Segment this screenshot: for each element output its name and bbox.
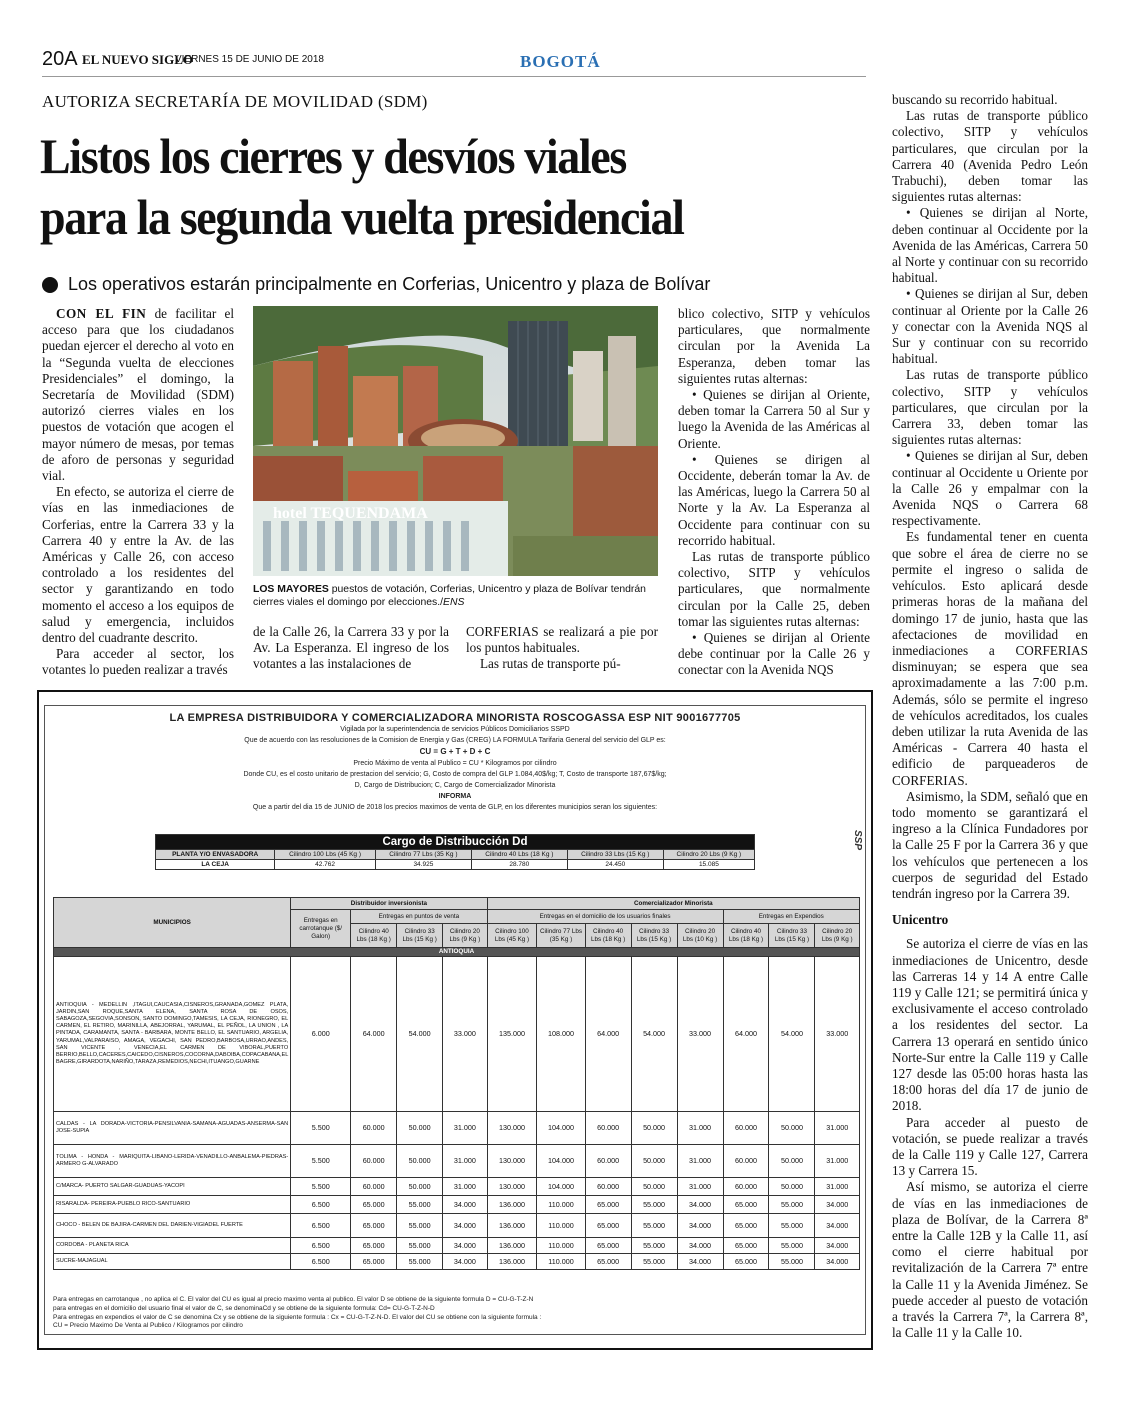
article-subhead (42, 274, 710, 295)
price-cell: 60.000 (723, 1145, 769, 1178)
table-header: MUNICIPIOS (54, 898, 291, 948)
paragraph: de facilitar el acceso para que los ciudadanos puedan ejercer el derecho al voto en la “Segunda vuelta de elecciones Presidenciales” el domingo, la Secretaría de Movilidad (SDM) autorizó cierres viales en los puestos de votación que acogen el mayor número de mesas, por temas de aforo de personas y seguridad vial. (42, 306, 234, 484)
price-cell: 50.000 (397, 1178, 443, 1196)
price-cell: 60.000 (351, 1112, 397, 1145)
price-cell: 50.000 (631, 1112, 677, 1145)
price-cell: 31.000 (815, 1178, 860, 1196)
ad-title: LA EMPRESA DISTRIBUIDORA Y COMERCIALIZADORA MINORISTA ROSCOGASSA ESP NIT 9001677705 (169, 712, 741, 724)
paragraph: • Quienes se dirijan al Sur, deben continuar al Oriente por la Calle 26 y conectar con la Avenida NQS al Sur y continuar con su recorrido habitual. (892, 286, 1088, 367)
price-cell: 31.000 (677, 1112, 723, 1145)
price-cell: 55.000 (631, 1214, 677, 1238)
price-cell: 65.000 (585, 1254, 631, 1270)
table-header: Entregas en puntos de venta (351, 910, 487, 924)
table-row (54, 1196, 860, 1214)
table-row (54, 1238, 860, 1254)
price-cell: 34.000 (815, 1238, 860, 1254)
table-row (54, 1214, 860, 1238)
table-header: Cilindro 100 Lbs (45 Kg ) (275, 850, 376, 860)
article-column-2 (253, 624, 449, 673)
price-cell: 136.000 (487, 1214, 537, 1238)
price-cell: 50.000 (769, 1145, 815, 1178)
price-cell: 108.000 (537, 957, 585, 1112)
paragraph: En efecto, se autoriza el cierre de vías en las inmediaciones de Corferias, entre la Carrera 33 y la Carrera 40 y entre la Av. de las Américas y Calle 26, con acceso controlado a los residentes del sector y garantizando en todo momento el acceso a los equipos de salud y emergencia, incluidos dentro del cuadrante descrito. (42, 484, 234, 646)
sspd-logo-text: SSP (852, 830, 863, 851)
table-header: PLANTA Y/O ENVASADORA (156, 850, 275, 860)
price-cell: 110.000 (537, 1214, 585, 1238)
price-cell: 55.000 (631, 1238, 677, 1254)
price-cell: 65.000 (585, 1238, 631, 1254)
city-skyline-image (253, 306, 658, 576)
price-cell: 6.500 (291, 1254, 351, 1270)
price-cell: 6.000 (291, 957, 351, 1112)
ad-line: Que de acuerdo con las resoluciones de la Comision de Energia y Gas (CREG) LA FORMULA Tarifaria General del servicio del GLP es: (244, 737, 666, 744)
price-cell: 65.000 (723, 1196, 769, 1214)
price-cell: 65.000 (351, 1254, 397, 1270)
paragraph: Para acceder al puesto de votación, se puede realizar a través de la Calle 119 y Calle 127, Carrera 13 y Carrera 15. (892, 1114, 1088, 1179)
price-cell: 34.000 (677, 1196, 723, 1214)
table-header: Cilindro 20 Lbs (9 Kg ) (663, 850, 754, 860)
price-cell: 60.000 (585, 1145, 631, 1178)
price-cell: 55.000 (397, 1254, 443, 1270)
table-header: Cilindro 40 Lbs (18 Kg ) (471, 850, 567, 860)
ad-line: Precio Máximo de venta al Publico = CU * Kilogramos por cilindro (353, 760, 557, 767)
price-cell: 65.000 (351, 1238, 397, 1254)
price-cell: 110.000 (537, 1238, 585, 1254)
footnote: CU = Precio Maximo De Venta al Publico / Kilogramos por cilindro (53, 1322, 243, 1330)
paragraph: Las rutas de transporte público colectivo, SITP y vehículos particulares, que circulan por la Carrera 40 (Avenida Pedro León Trabuchi), deben tomar las siguientes rutas alternas: (892, 108, 1088, 205)
table-cell: 34.925 (375, 860, 471, 870)
table-header: Distribuidor inversionista (291, 898, 487, 910)
cylinder-header: Cilindro 40 Lbs (18 Kg ) (351, 924, 397, 948)
price-cell: 64.000 (585, 957, 631, 1112)
price-cell: 64.000 (723, 957, 769, 1112)
table-header: Cilindro 77 Lbs (35 Kg ) (375, 850, 471, 860)
ad-line: Donde CU, es el costo unitario de prestacion del servicio; G, Costo de compra del GLP 1.084,40$/kg; T, Costo de transporte 187,67$/kg; (243, 771, 667, 778)
price-cell: 65.000 (585, 1196, 631, 1214)
paragraph: CORFERIAS se realizará a pie por los puntos habituales. (466, 624, 658, 656)
price-cell: 31.000 (815, 1112, 860, 1145)
header-divider (42, 76, 866, 77)
price-cell: 64.000 (351, 957, 397, 1112)
price-cell: 33.000 (677, 957, 723, 1112)
paragraph: Para acceder al sector, los votantes lo pueden realizar a través (42, 646, 234, 678)
price-cell: 65.000 (351, 1196, 397, 1214)
price-cell: 50.000 (769, 1178, 815, 1196)
price-cell: 55.000 (769, 1254, 815, 1270)
price-cell: 104.000 (537, 1178, 585, 1196)
price-cell: 55.000 (397, 1196, 443, 1214)
cylinder-header: Cilindro 20 Lbs (10 Kg ) (677, 924, 723, 948)
cylinder-header: Cilindro 33 Lbs (15 Kg ) (397, 924, 443, 948)
footnote: Para entregas en carrotanque , no aplica el C. El valor del CU es igual al precio maximo venta al publico. El valor D se obtiene de la siguiente formula D = CU-G-T-Z-N (53, 1296, 534, 1303)
price-cell: 60.000 (723, 1178, 769, 1196)
paragraph: buscando su recorrido habitual. (892, 92, 1058, 107)
paragraph: de la Calle 26, la Carrera 33 y por la Av. La Esperanza. El ingreso de los votantes a las instalaciones de (253, 624, 449, 672)
price-cell: 50.000 (631, 1145, 677, 1178)
price-cell: 55.000 (631, 1196, 677, 1214)
ad-footer-notes (53, 1296, 860, 1331)
ad-line: D, Cargo de Distribucion; C, Cargo de Comercializador Minorista (354, 782, 556, 789)
price-cell: 60.000 (351, 1178, 397, 1196)
municipality-cell: CALDAS - LA DORADA-VICTORIA-PENSILVANIA-SAMANA-AGUADAS-ANSERMA-SAN JOSE-SUPIA (54, 1112, 291, 1145)
headline-line-1: Listos los cierres y desvíos viales (40, 128, 626, 184)
table-cell: 24.450 (567, 860, 663, 870)
price-cell: 130.000 (487, 1178, 537, 1196)
ad-header (44, 712, 866, 813)
price-cell: 55.000 (769, 1238, 815, 1254)
price-cell: 34.000 (815, 1214, 860, 1238)
table-cell: 28.780 (471, 860, 567, 870)
table-cell: 15.085 (663, 860, 754, 870)
paragraph: Las rutas de transporte público colectivo, SITP y vehículos particulares, que normalmente circulan por la Calle 25, deben tomar las siguientes rutas alternas: (678, 549, 870, 629)
table-header: Entregas en el domicilio de los usuarios finales (487, 910, 723, 924)
subhead-text: Los operativos estarán principalmente en Corferias, Unicentro y plaza de Bolívar (68, 274, 711, 294)
cylinder-header: Cilindro 100 Lbs (45 Kg ) (487, 924, 537, 948)
price-cell: 60.000 (351, 1145, 397, 1178)
price-cell: 6.500 (291, 1196, 351, 1214)
table-row (156, 860, 755, 870)
table-row (54, 1178, 860, 1196)
footnote: para entregas en el domicilio del usuario final el valor de C, se denominaCd y se obtiene de la siguiente formula: Cd= CU-G-T-Z-N-D (53, 1304, 435, 1312)
price-cell: 136.000 (487, 1254, 537, 1270)
municipality-cell: ANTIOQUIA - MEDELLIN ,ITAGUI,CAUCASIA,CISNEROS,GRANADA,GOMEZ PLATA, JARDIN,SAN ROQUE,SANTA ELENA, SANTA ROSA DE OSOS, SABAGOZA,SEGOVIA,SONSON, SANTO DOMINGO,TAMESIS, LA CEJA, RIONEGRO, EL CARMEN, EL RETIRO, MARINILLA, ABEJORRAL, YARUMAL, EL PEÑOL, LA UNION , LA PINTADA, CARAMANTA, SANTA - BARBARA, MONTE BELLO, EL SANTUARIO, ARGELIA, YARUMAL,VALPARAISO, AMAGA, VEGACHI, SAN PEDRO,BARBOSA,URRAO,ANDES, SAN VICENTE , VENECIA,EL CARMEN DE VIBORAL,PUERTO BERRIO,BELLO,CACERES,CAICEDO,CISNEROS,COCORNA,DABOIBA,COPACABANA,EL BAGRE,GIRARDOTA,NARIÑO,TARAZA,REMEDIOS,NECHI,ITUANGO,GUARNE (54, 957, 291, 1112)
municipality-cell: SUCRE-MAJAGUAL (54, 1254, 291, 1270)
price-cell: 65.000 (723, 1238, 769, 1254)
municipality-cell: C/MARCA- PUERTO SALGAR-GUADUAS-YACOPI (54, 1178, 291, 1196)
paragraph: Se autoriza el cierre de vías en las inmediaciones de Unicentro, desde las Carreras 14 y 14 A entre Calle 119 y Calle 121; se permitirá única y exclusivamente el acceso controlado a los residentes del sector. La Carrera 13 operará en sentido único Norte-Sur entre la Calle 119 y Calle 127 desde las 05:00 horas hasta las 18:00 horas del día 17 de junio de 2018. (892, 936, 1088, 1114)
price-cell: 5.500 (291, 1178, 351, 1196)
municipality-cell: RISARALDA- PEREIRA-PUEBLO RICO-SANTUARIO (54, 1196, 291, 1214)
price-cell: 65.000 (723, 1254, 769, 1270)
price-cell: 34.000 (815, 1196, 860, 1214)
cylinder-header: Cilindro 77 Lbs (35 Kg ) (537, 924, 585, 948)
price-cell: 33.000 (443, 957, 487, 1112)
paragraph: Las rutas de transporte pú- (480, 656, 621, 672)
price-cell: 54.000 (631, 957, 677, 1112)
paragraph: • Quienes se dirigen al Occidente, deberán tomar la Av. de las Américas, luego la Carrera 50 al Norte y la Av. La Esperanza al Occidente para continuar con su recorrido habitual. (678, 451, 870, 548)
price-cell: 31.000 (443, 1145, 487, 1178)
price-cell: 33.000 (815, 957, 860, 1112)
paragraph: Asimismo, la SDM, señaló que en todo momento se garantizará el ingreso a la Clínica Fundadores por la Calle 25 F por la Carrera 36 y que los vehículos que pertenecen a los cuerpos de seguridad del Estado tendrán ingreso por la Carrera 39. (892, 788, 1088, 901)
table-header: Cilindro 33 Lbs (15 Kg ) (567, 850, 663, 860)
price-cell: 5.500 (291, 1112, 351, 1145)
price-cell: 50.000 (397, 1112, 443, 1145)
distribution-charge-table (155, 834, 755, 870)
price-cell: 54.000 (397, 957, 443, 1112)
cylinder-header: Cilindro 33 Lbs (15 Kg ) (631, 924, 677, 948)
price-cell: 34.000 (443, 1238, 487, 1254)
caption-credit: ENS (443, 597, 465, 608)
ad-formula: CU = G + T + D + C (419, 747, 491, 756)
price-cell: 54.000 (769, 957, 815, 1112)
price-cell: 136.000 (487, 1196, 537, 1214)
paragraph: • Quienes se dirijan al Norte, deben continuar al Occidente por la Avenida de las Américas, Carrera 50 al Norte y continuar con su recorrido habitual. (892, 205, 1088, 286)
cylinder-header: Cilindro 40 Lbs (18 Kg ) (585, 924, 631, 948)
price-cell: 110.000 (537, 1196, 585, 1214)
price-cell: 136.000 (487, 1238, 537, 1254)
paragraph: Así mismo, se autoriza el cierre de vías en las inmediaciones de plaza de Bolívar, de la Carrera 8ª entre la Calle 12B y la Calle 11, así como el cierre habitual por revitalización de la Carrera 7ª entre la Calle 11 y la Avenida Jiménez. Se puede acceder al puesto de votación a través la Carrera 7ª, la Carrera 8ª, la Calle 11 y la Calle 10. (892, 1179, 1088, 1341)
newspaper-name: EL NUEVO SIGLO (82, 52, 193, 67)
article-kicker: AUTORIZA SECRETARÍA DE MOVILIDAD (SDM) (42, 92, 428, 111)
caption-text: puestos de votación, Corferias, Unicentro y plaza de Bolívar tendrán cierres viales el domingo por elecciones./ (253, 584, 646, 608)
table-header: Entregas en Expendios (723, 910, 859, 924)
price-cell: 60.000 (723, 1112, 769, 1145)
page-number: 20A (42, 48, 78, 70)
cylinder-header: Cilindro 20 Lbs (9 Kg ) (443, 924, 487, 948)
table-row (54, 1145, 860, 1178)
footnote: Para entregas en expendios el valor de C se denomina Cx y se obtiene de la siguiente formula : Cx = CU-G-T-Z-N-D. El valor del CU se obtiene con la siguiente formula : (53, 1313, 542, 1321)
bullet-icon (42, 277, 58, 293)
table-row (54, 1254, 860, 1270)
issue-date: VIERNES 15 DE JUNIO DE 2018 (175, 54, 324, 65)
article-photo (253, 306, 658, 576)
price-cell: 6.500 (291, 1238, 351, 1254)
article-column-5 (892, 92, 1088, 1341)
price-cell: 110.000 (537, 1254, 585, 1270)
paragraph: blico colectivo, SITP y vehículos particulares, que normalmente circulan por la Avenida La Esperanza, deben tomar las siguientes rutas alternas: (678, 306, 870, 386)
ad-informa: INFORMA (438, 793, 472, 800)
cylinder-header: Cilindro 20 Lbs (9 Kg ) (815, 924, 860, 948)
table-title: Cargo de Distribucción Dd (156, 835, 755, 850)
photo-caption (253, 583, 658, 609)
table-cell: LA CEJA (156, 860, 275, 870)
price-cell: 55.000 (769, 1196, 815, 1214)
price-cell: 60.000 (585, 1112, 631, 1145)
price-cell: 50.000 (397, 1145, 443, 1178)
paragraph: • Quienes se dirijan al Oriente, deben tomar la Carrera 50 al Sur y luego la Avenida de las Américas al Oriente. (678, 387, 870, 451)
price-cell: 34.000 (443, 1196, 487, 1214)
municipality-cell: CORDOBA - PLANETA RICA (54, 1238, 291, 1254)
price-cell: 50.000 (631, 1178, 677, 1196)
region-row: ANTIOQUIA (54, 948, 860, 957)
section-name: BOGOTÁ (520, 52, 601, 71)
price-cell: 34.000 (677, 1214, 723, 1238)
article-column-3 (466, 624, 658, 673)
glp-price-table (53, 897, 860, 1270)
table-row (54, 957, 860, 1112)
table-cell: 42.762 (275, 860, 376, 870)
price-cell: 34.000 (443, 1214, 487, 1238)
table-row (54, 1112, 860, 1145)
price-cell: 104.000 (537, 1145, 585, 1178)
paragraph: Las rutas de transporte público colectivo, SITP y vehículos particulares, que circulan por la Carrera 33, deben tomar las siguientes rutas alternas: (892, 367, 1088, 448)
municipality-cell: TOLIMA - HONDA - MARIQUITA-LIBANO-LERIDA-VENADILLO-ANBALEMA-PIEDRAS-ARMERO G-ALVARADO (54, 1145, 291, 1178)
price-cell: 31.000 (677, 1178, 723, 1196)
price-cell: 34.000 (677, 1238, 723, 1254)
price-cell: 65.000 (585, 1214, 631, 1238)
caption-lead: LOS MAYORES (253, 584, 329, 595)
price-cell: 55.000 (769, 1214, 815, 1238)
headline-line-2: para la segunda vuelta presidencial (40, 189, 684, 245)
price-cell: 65.000 (723, 1214, 769, 1238)
price-cell: 65.000 (351, 1214, 397, 1238)
price-cell: 31.000 (677, 1145, 723, 1178)
price-cell: 50.000 (769, 1112, 815, 1145)
paragraph: Es fundamental tener en cuenta que sobre el área de cierre no se permite el ingreso o salida de vehículos. Esto aplicará desde primeras horas de la mañana del domingo 17 de junio, hasta que las afectaciones de movilidad en inmediaciones a CORFERIAS disminuyan; se espera que sea aproximadamente a las 7:00 p.m. Además, sólo se permite el ingreso de vehículos acreditados, los cuales deben utilizar la ruta Avenida de las Américas - Carrera 40 hasta el edificio de parqueaderos de CORFERIAS. (892, 529, 1088, 788)
article-headline (40, 126, 804, 248)
price-cell: 34.000 (677, 1254, 723, 1270)
section-subtitle: Unicentro (892, 912, 949, 928)
price-cell: 135.000 (487, 957, 537, 1112)
price-cell: 60.000 (585, 1178, 631, 1196)
article-column-4 (678, 306, 870, 679)
price-cell: 55.000 (397, 1214, 443, 1238)
ad-line: Vigilada por la superintendencia de servicios Públicos Domiciliarios SSPD (340, 726, 570, 733)
price-cell: 130.000 (487, 1145, 537, 1178)
ad-line: Que a partir del dia 15 de JUNIO de 2018 los precios maximos de venta de GLP, en los diferentes municipios seran los siguientes: (252, 804, 658, 811)
price-cell: 5.500 (291, 1145, 351, 1178)
price-cell: 31.000 (443, 1178, 487, 1196)
sspd-logo (843, 800, 861, 860)
paragraph: • Quienes se dirijan al Oriente debe continuar por la Calle 26 y conectar con la Avenida NQS (678, 630, 870, 678)
table-header: Comercializador Minorista (487, 898, 859, 910)
lead-words: CON EL FIN (56, 306, 147, 321)
price-cell: 104.000 (537, 1112, 585, 1145)
price-cell: 34.000 (815, 1254, 860, 1270)
cylinder-header: Cilindro 40 Lbs (18 Kg ) (723, 924, 769, 948)
price-cell: 31.000 (443, 1112, 487, 1145)
cylinder-header: Cilindro 33 Lbs (15 Kg ) (769, 924, 815, 948)
hotel-sign-text: hotel TEQUENDAMA (273, 505, 428, 522)
price-cell: 55.000 (631, 1254, 677, 1270)
municipality-cell: CHOCO - BELEN DE BAJIRA-CARMEN DEL DARIEN-VIGIADEL FUERTE (54, 1214, 291, 1238)
price-cell: 130.000 (487, 1112, 537, 1145)
price-cell: 6.500 (291, 1214, 351, 1238)
price-cell: 34.000 (443, 1254, 487, 1270)
paragraph: • Quienes se dirijan al Sur, deben continuar al Occidente u Oriente por la Calle 26 y empalmar con la Avenida NQS o Carrera 68 respectivamente. (892, 448, 1088, 529)
article-column-1 (42, 306, 234, 679)
price-cell: 31.000 (815, 1145, 860, 1178)
table-header: Entregas en carrotanque ($/ Galon) (291, 910, 351, 948)
price-cell: 55.000 (397, 1238, 443, 1254)
